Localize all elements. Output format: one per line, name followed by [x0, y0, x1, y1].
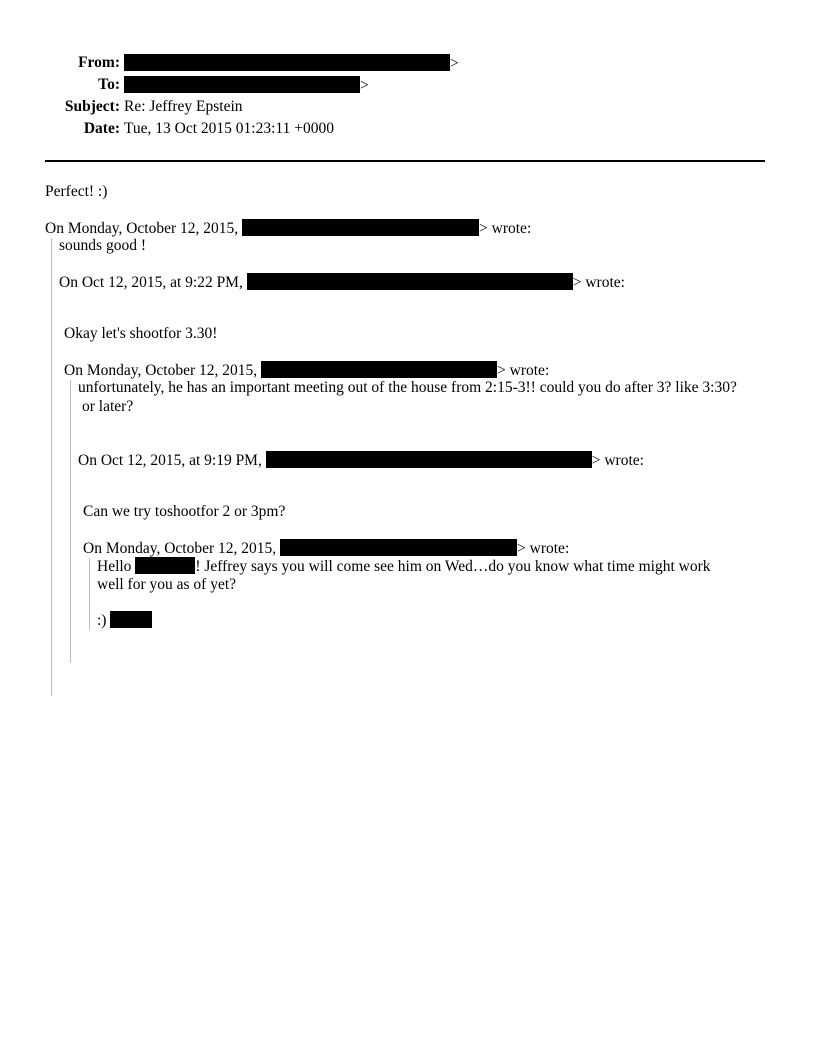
attribution-prefix: On Monday, October 12, 2015,	[45, 220, 239, 237]
from-bracket: >	[450, 55, 459, 72]
quote-5-attribution	[83, 539, 569, 558]
smiley: :)	[97, 612, 107, 629]
redaction-block	[242, 219, 479, 236]
subject-label: Subject:	[64, 98, 120, 115]
redaction-block	[266, 451, 592, 468]
attribution-prefix: On Monday, October 12, 2015,	[83, 540, 277, 557]
quote-3-text-line-1: unfortunately, he has an important meeting out of the house from 2:15-3!! could you do after 3? like 3:30?	[78, 379, 737, 396]
quote-4-attribution	[78, 451, 644, 470]
quote-3-text-line-2: or later?	[82, 398, 134, 415]
attribution-prefix: On Oct 12, 2015, at 9:19 PM,	[78, 452, 262, 469]
quote-5-text-continued: ! Jeffrey says you will come see him on Wed…do you know what time might work	[195, 558, 711, 575]
attribution-prefix: On Monday, October 12, 2015,	[64, 362, 258, 379]
to-label: To:	[98, 76, 120, 93]
quote-5-text-line-1	[97, 557, 711, 576]
quote-1-text: sounds good !	[59, 237, 146, 254]
greeting: Hello	[97, 558, 132, 575]
attribution-suffix: > wrote:	[517, 540, 570, 557]
attribution-suffix: > wrote:	[572, 274, 625, 291]
redaction-block	[110, 611, 152, 628]
to-bracket: >	[360, 77, 369, 94]
quote-bar-level-1	[51, 238, 52, 696]
redaction-block	[135, 557, 195, 574]
quote-bar-level-3	[89, 558, 90, 630]
reply-text: Perfect! :)	[45, 183, 108, 200]
subject-value: Re: Jeffrey Epstein	[124, 98, 243, 115]
attribution-suffix: > wrote:	[479, 220, 532, 237]
attribution-prefix: On Oct 12, 2015, at 9:22 PM,	[59, 274, 243, 291]
date-label: Date:	[83, 120, 120, 137]
quote-1-attribution	[45, 219, 531, 238]
from-label: From:	[78, 54, 120, 71]
redaction-block	[280, 539, 517, 556]
from-value	[124, 54, 459, 73]
redaction-block	[124, 54, 450, 71]
header-divider	[45, 160, 765, 162]
to-value	[124, 76, 369, 95]
quote-5-text-line-2: well for you as of yet?	[97, 576, 237, 593]
redaction-block	[124, 76, 360, 93]
quote-2-text: Okay let's shootfor 3.30!	[64, 325, 218, 342]
redaction-block	[261, 361, 497, 378]
quote-4-text: Can we try toshootfor 2 or 3pm?	[83, 503, 286, 520]
date-value: Tue, 13 Oct 2015 01:23:11 +0000	[124, 120, 334, 137]
attribution-suffix: > wrote:	[497, 362, 550, 379]
attribution-suffix: > wrote:	[591, 452, 644, 469]
quote-5-signoff	[97, 611, 152, 630]
redaction-block	[247, 273, 573, 290]
quote-3-attribution	[64, 361, 549, 380]
quote-bar-level-2	[70, 380, 71, 663]
quote-2-attribution	[59, 273, 625, 292]
